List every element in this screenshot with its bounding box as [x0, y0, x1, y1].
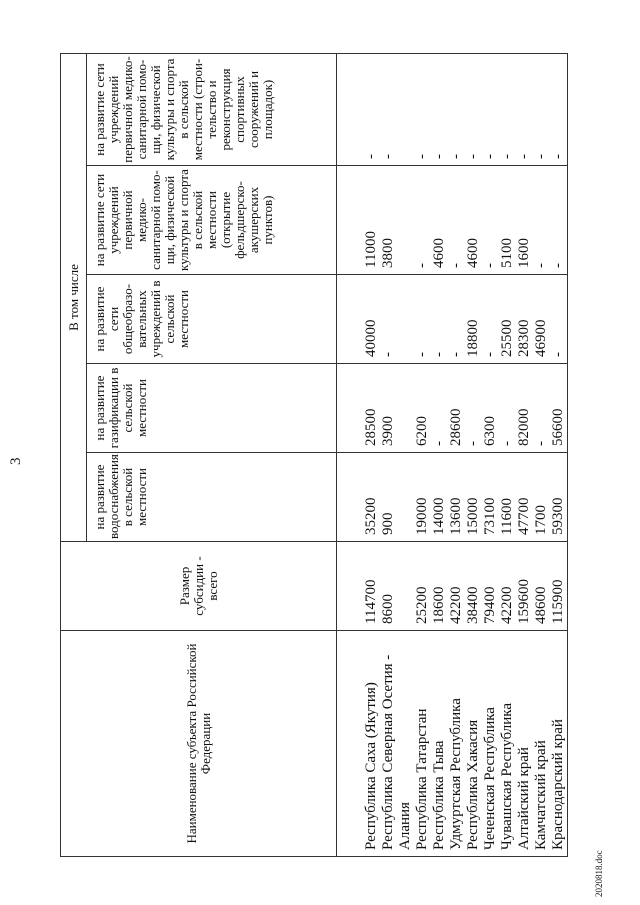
- table-body: [337, 53, 568, 856]
- cell-medical-points: 3800: [380, 166, 414, 275]
- cell-schools: 18800: [465, 275, 482, 364]
- cell-water-supply: 19000: [414, 453, 431, 542]
- cell-subject-name: Республика Северная Осетия - Алания: [380, 631, 414, 857]
- table-row: [482, 53, 499, 856]
- cell-total: 42200: [448, 542, 465, 631]
- table-row: [465, 53, 482, 856]
- cell-schools: -: [431, 275, 448, 364]
- cell-sports-facilities: -: [516, 53, 533, 165]
- cell-gasification: -: [465, 364, 482, 453]
- cell-sports-facilities: -: [465, 53, 482, 165]
- cell-total: 8600: [380, 542, 414, 631]
- cell-subject-name: Республика Саха (Якутия): [337, 631, 381, 857]
- header-sports-facilities: на развитие сети учреждений первичной медико- санитарной помо- щи, физической культуры и спорта в сельской местности (строи- тельство и реконструкция спортивных сооружений и площадок): [87, 53, 337, 165]
- cell-gasification: 3900: [380, 364, 414, 453]
- cell-subject-name: Республика Хакасия: [465, 631, 482, 857]
- header-medical-points: на развитие сети учреждений первичной медико- санитарной помо- щи, физической культуры и спорта в сельской местности (открытие фельдшерско- акушерских пунктов): [87, 166, 337, 275]
- header-subject-name: Наименование субъекта Российской Федерации: [61, 631, 337, 857]
- cell-schools: -: [448, 275, 465, 364]
- table-row: [431, 53, 448, 856]
- cell-subject-name: Алтайский край: [516, 631, 533, 857]
- cell-sports-facilities: -: [499, 53, 516, 165]
- cell-water-supply: 13600: [448, 453, 465, 542]
- cell-total: 18600: [431, 542, 448, 631]
- cell-water-supply: 15000: [465, 453, 482, 542]
- cell-schools: 28300: [516, 275, 533, 364]
- header-gasification: на развитие газификации в сельской местности: [87, 364, 337, 453]
- cell-medical-points: 4600: [465, 166, 482, 275]
- cell-schools: -: [482, 275, 499, 364]
- cell-sports-facilities: -: [533, 53, 550, 165]
- cell-total: 79400: [482, 542, 499, 631]
- cell-total: 48600: [533, 542, 550, 631]
- cell-total: 115900: [550, 542, 568, 631]
- cell-gasification: -: [499, 364, 516, 453]
- cell-gasification: 6300: [482, 364, 499, 453]
- cell-gasification: 6200: [414, 364, 431, 453]
- cell-medical-points: -: [550, 166, 568, 275]
- cell-water-supply: 73100: [482, 453, 499, 542]
- cell-gasification: -: [533, 364, 550, 453]
- cell-schools: 46900: [533, 275, 550, 364]
- cell-sports-facilities: -: [550, 53, 568, 165]
- cell-sports-facilities: -: [414, 53, 431, 165]
- cell-subject-name: Чеченская Республика: [482, 631, 499, 857]
- table-row: [380, 53, 414, 856]
- cell-water-supply: 59300: [550, 453, 568, 542]
- cell-gasification: 28600: [448, 364, 465, 453]
- cell-water-supply: 900: [380, 453, 414, 542]
- cell-subject-name: Краснодарский край: [550, 631, 568, 857]
- table-row: [516, 53, 533, 856]
- cell-gasification: -: [431, 364, 448, 453]
- cell-sports-facilities: -: [448, 53, 465, 165]
- cell-medical-points: 1600: [516, 166, 533, 275]
- cell-medical-points: -: [414, 166, 431, 275]
- table-row: [414, 53, 431, 856]
- cell-gasification: 82000: [516, 364, 533, 453]
- cell-medical-points: -: [482, 166, 499, 275]
- header-water-supply: на развитие водоснабжения в сельской местности: [87, 453, 337, 542]
- cell-schools: -: [414, 275, 431, 364]
- cell-schools: 25500: [499, 275, 516, 364]
- table-row: [533, 53, 550, 856]
- header-subsidy-total: Размер субсидии - всего: [61, 542, 337, 631]
- cell-subject-name: Республика Татарстан: [414, 631, 431, 857]
- header-row-group: [61, 53, 87, 856]
- cell-water-supply: 14000: [431, 453, 448, 542]
- cell-total: 25200: [414, 542, 431, 631]
- footer-filename: 2020818.doc: [594, 850, 604, 897]
- cell-sports-facilities: -: [431, 53, 448, 165]
- cell-total: 114700: [337, 542, 381, 631]
- table-row: [337, 53, 381, 856]
- cell-sports-facilities: -: [337, 53, 381, 165]
- header-schools: на развитие сети общеобразо- вательных учреждений в сельской местности: [87, 275, 337, 364]
- cell-subject-name: Удмуртская Республика: [448, 631, 465, 857]
- cell-schools: -: [550, 275, 568, 364]
- table-row: [499, 53, 516, 856]
- cell-total: 42200: [499, 542, 516, 631]
- cell-total: 38400: [465, 542, 482, 631]
- cell-total: 159600: [516, 542, 533, 631]
- cell-medical-points: 5100: [499, 166, 516, 275]
- subsidy-table: [60, 53, 568, 857]
- table-row: [448, 53, 465, 856]
- cell-schools: 40000: [337, 275, 381, 364]
- cell-medical-points: 11000: [337, 166, 381, 275]
- cell-subject-name: Республика Тыва: [431, 631, 448, 857]
- cell-gasification: 56600: [550, 364, 568, 453]
- cell-sports-facilities: -: [482, 53, 499, 165]
- cell-medical-points: 4600: [431, 166, 448, 275]
- cell-water-supply: 11600: [499, 453, 516, 542]
- cell-water-supply: 1700: [533, 453, 550, 542]
- cell-medical-points: -: [448, 166, 465, 275]
- cell-schools: -: [380, 275, 414, 364]
- header-including: В том числе: [61, 53, 87, 541]
- cell-subject-name: Чувашская Республика: [499, 631, 516, 857]
- cell-gasification: 28500: [337, 364, 381, 453]
- cell-medical-points: -: [533, 166, 550, 275]
- cell-subject-name: Камчатский край: [533, 631, 550, 857]
- cell-sports-facilities: -: [380, 53, 414, 165]
- cell-water-supply: 47700: [516, 453, 533, 542]
- cell-water-supply: 35200: [337, 453, 381, 542]
- table-row: [550, 53, 568, 856]
- page-number: 3: [8, 457, 24, 465]
